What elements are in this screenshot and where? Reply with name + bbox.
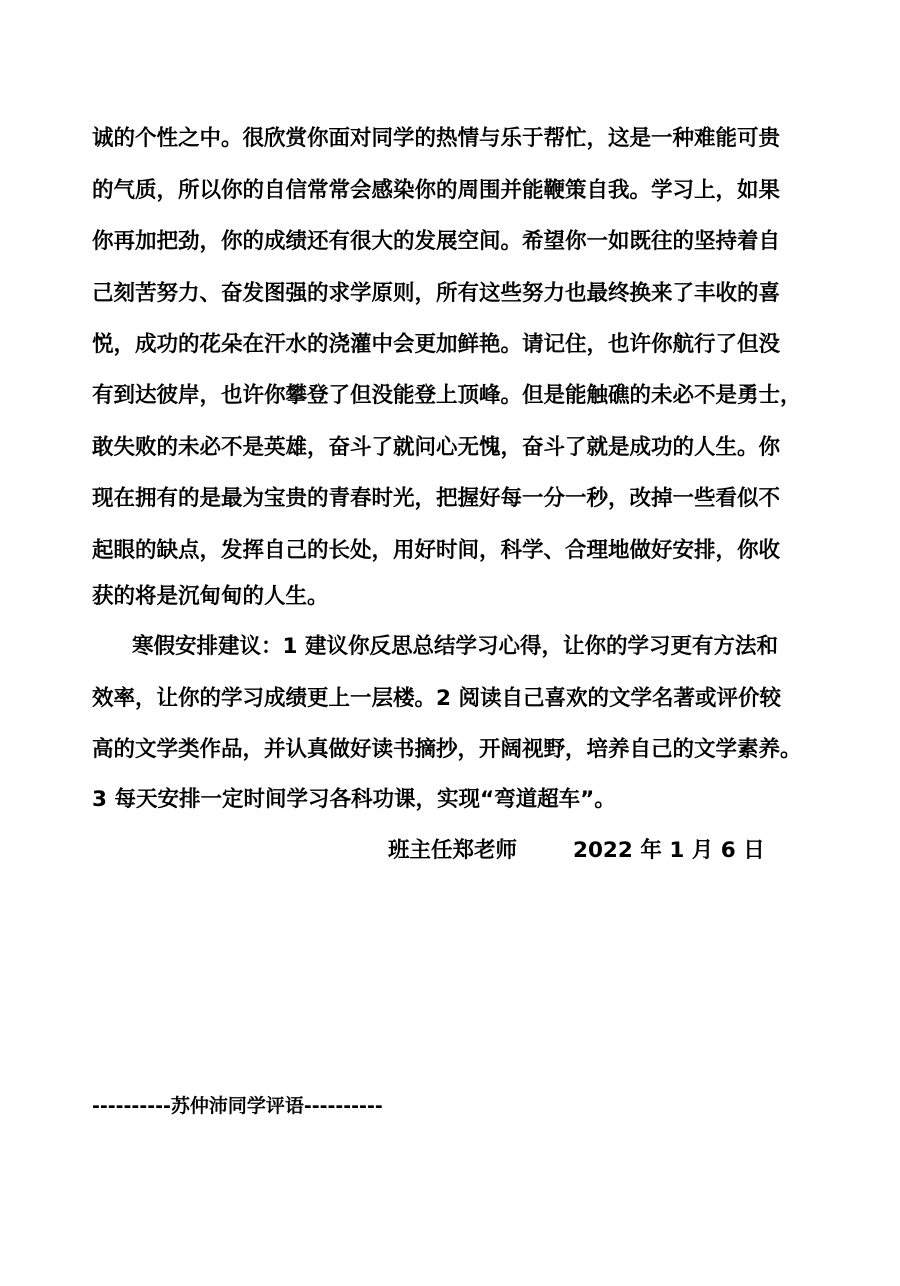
paragraph-1-line-5: 悦，成功的花朵在汗水的浇灌中会更加鲜艳。请记住，也许你航行了但没 xyxy=(92,332,781,357)
paragraph-1-line-3: 你再加把劲，你的成绩还有很大的发展空间。希望你一如既往的坚持着自 xyxy=(92,229,781,254)
signature-line xyxy=(388,837,765,865)
paragraph-1-line-7: 敢失败的未必不是英雄，奋斗了就问心无愧，奋斗了就是成功的人生。你 xyxy=(92,435,781,460)
signature-date: 2022 年 1 月 6 日 xyxy=(573,838,765,863)
paragraph-2-line-3: 高的文学类作品，并认真做好读书摘抄，开阔视野，培养自己的文学素养。 xyxy=(92,737,802,762)
paragraph-1-line-8: 现在拥有的是最为宝贵的青春时光，把握好每一分一秒，改掉一些看似不 xyxy=(92,486,781,511)
paragraph-2-line-4: 3 每天安排一定时间学习各科功课，实现“弯道超车”。 xyxy=(92,787,616,812)
paragraph-1-line-1: 诚的个性之中。很欣赏你面对同学的热情与乐于帮忙，这是一种难能可贵 xyxy=(92,126,781,151)
paragraph-1-line-10: 获的将是沉甸甸的人生。 xyxy=(92,584,329,609)
paragraph-1-line-9: 起眼的缺点，发挥自己的长处，用好时间，科学、合理地做好安排，你收 xyxy=(92,538,781,563)
section-divider-heading: ----------苏仲沛同学评语---------- xyxy=(92,1095,383,1117)
paragraph-1-line-4: 己刻苦努力、奋发图强的求学原则，所有这些努力也最终换来了丰收的喜 xyxy=(92,281,781,306)
paragraph-1-line-6: 有到达彼岸，也许你攀登了但没能登上顶峰。但是能触礁的未必不是勇士， xyxy=(92,383,802,408)
paragraph-2-line-2: 效率，让你的学习成绩更上一层楼。2 阅读自己喜欢的文学名著或评价较 xyxy=(92,686,781,711)
teacher-signature: 班主任郑老师 xyxy=(388,838,518,863)
paragraph-2-line-1: 寒假安排建议：1 建议你反思总结学习心得，让你的学习更有方法和 xyxy=(132,634,778,659)
paragraph-1-line-2: 的气质，所以你的自信常常会感染你的周围并能鞭策自我。学习上，如果 xyxy=(92,178,781,203)
